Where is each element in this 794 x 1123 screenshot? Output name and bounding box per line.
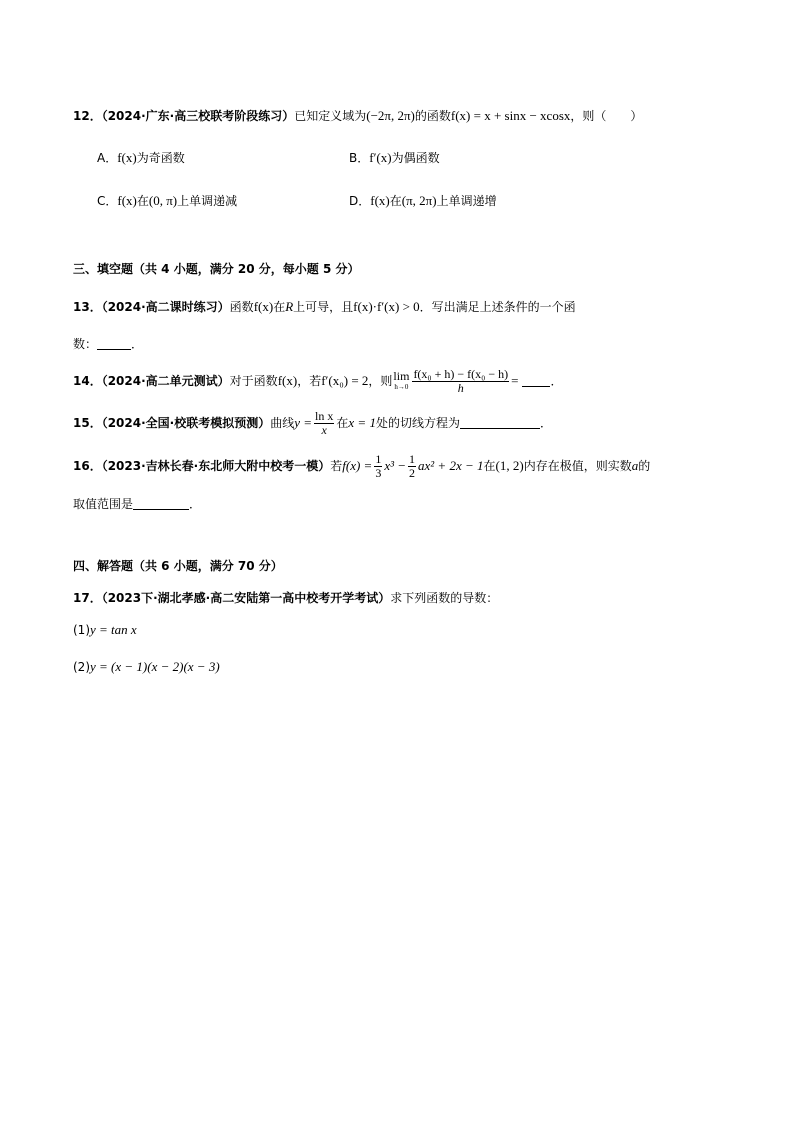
question-13: 13．（2024·高二课时练习）函数f(x)在R上可导，且f(x)·f′(x) > 0．写出满足上述条件的一个函: [73, 299, 576, 314]
ln-x-over-x: $\frac{\text{ln x}}{x}$: [315, 409, 334, 437]
answer-blank[interactable]: [522, 374, 550, 387]
one-half: $\frac{1}{2}$: [409, 452, 416, 480]
question-16-continued: 取值范围是 ．: [73, 497, 202, 511]
question-number: 12．: [73, 109, 102, 123]
limit-operator: lim h→0: [393, 368, 410, 391]
answer-blank[interactable]: [133, 497, 189, 510]
question-14: 14．（2024·高二单元测试）对于函数f(x)，若f′(x₀) = 2，则 lim h→0 $\frac{\text{f(x₀ + h) − f(x₀ − h)}}{h}$ = ．: [73, 367, 563, 395]
one-third: $\frac{1}{3}$: [375, 452, 382, 480]
section-heading-fill-in: 三、填空题（共 4 小题，满分 20 分，每小题 5 分）: [73, 262, 360, 276]
section-heading-solution: 四、解答题（共 6 小题，满分 70 分）: [73, 559, 283, 573]
option-d: D．f(x)在(π, 2π)上单调递增: [349, 193, 497, 208]
question-12: 12．（2024·广东·高三校联考阶段练习）已知定义域为(−2π, 2π)的函数f(x) = x + sinx − xcosx，则（ ）: [73, 108, 643, 123]
difference-quotient: $\frac{\text{f(x₀ + h) − f(x₀ − h)}}{h}$: [413, 367, 509, 395]
answer-blank[interactable]: [97, 337, 131, 350]
question-15: 15．（2024·全国·校联考模拟预测）曲线y = $\frac{\text{ln x}}{x}$ 在x = 1处的切线方程为 ．: [73, 409, 552, 437]
question-17-part-2: (2)y = (x − 1)(x − 2)(x − 3): [73, 659, 220, 674]
question-17: 17．（2023下·湖北孝感·高二安陆第一高中校考开学考试）求下列函数的导数：: [73, 591, 499, 605]
question-17-part-1: (1)y = tan x: [73, 622, 137, 637]
domain-interval: (−2π, 2π): [366, 108, 415, 123]
question-13-continued: 数： ．: [73, 337, 144, 351]
question-16: 16．（2023·吉林长春·东北师大附中校考一模）若f(x) = $\frac{1}{3}$ x³ − $\frac{1}{2}$ ax² + 2x − 1在(1, 2)内存在极值，则实数a的: [73, 452, 651, 480]
question-source: （2024·广东·高三校联考阶段练习）: [101, 109, 295, 123]
option-a: A．f(x)为奇函数: [97, 150, 185, 165]
function-expression: f(x) = x + sinx − xcosx: [450, 108, 571, 123]
option-b: B．f′(x)为偶函数: [349, 150, 440, 165]
answer-blank[interactable]: [460, 416, 540, 429]
option-c: C．f(x)在(0, π)上单调递减: [97, 193, 238, 208]
